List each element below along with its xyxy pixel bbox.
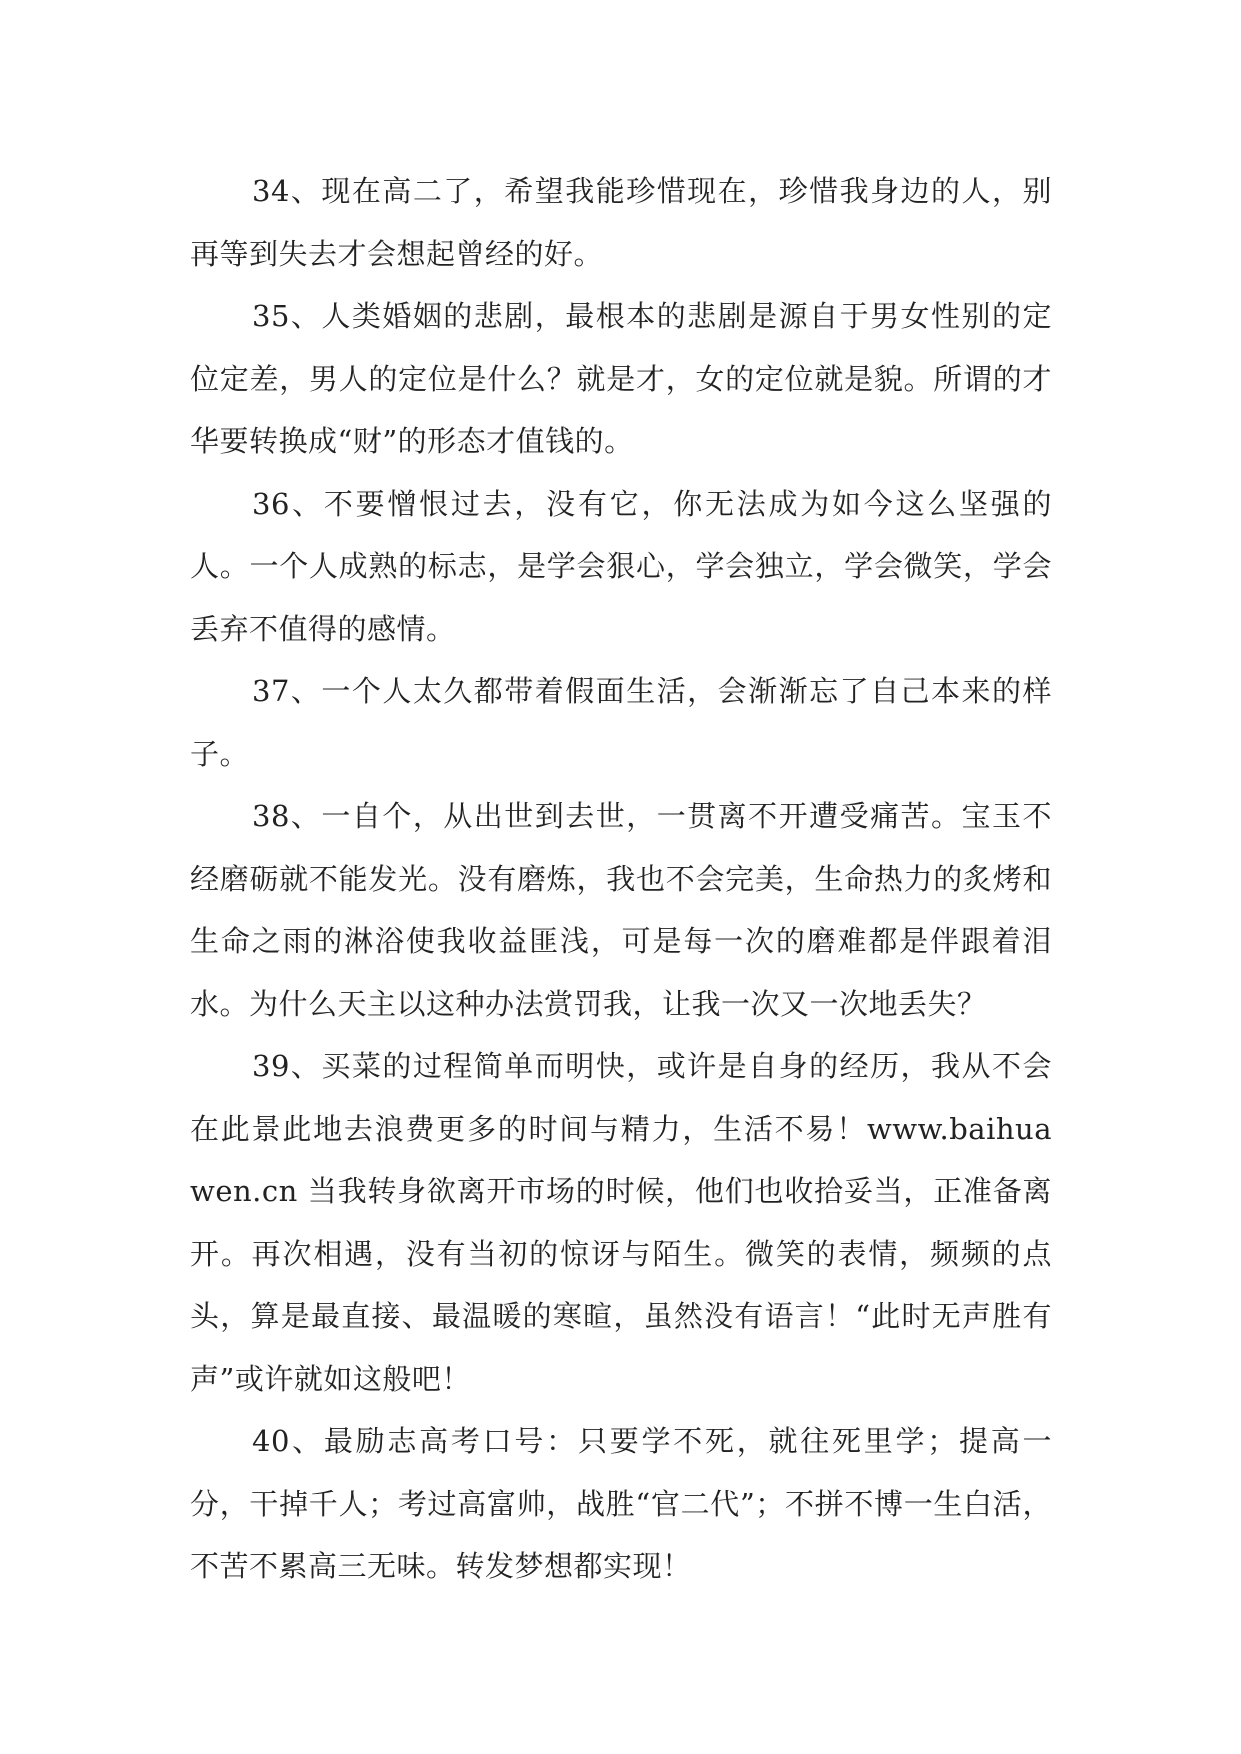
- paragraph-34: 34、现在高二了，希望我能珍惜现在，珍惜我身边的人，别再等到失去才会想起曾经的好。: [190, 174, 1052, 271]
- paragraph-35: 35、人类婚姻的悲剧，最根本的悲剧是源自于男女性别的定位定差，男人的定位是什么？就是才，女的定位就是貌。所谓的才华要转换成“财”的形态才值钱的。: [190, 299, 1052, 458]
- paragraph-40: 40、最励志高考口号：只要学不死，就往死里学；提高一分，干掉千人；考过高富帅，战胜“官二代”；不拼不博一生白活，不苦不累高三无味。转发梦想都实现！: [190, 1424, 1052, 1583]
- paragraph-37: 37、一个人太久都带着假面生活，会渐渐忘了自己本来的样子。: [190, 674, 1052, 771]
- document-page: [190, 160, 1082, 1598]
- paragraph-39: 39、买菜的过程简单而明快，或许是自身的经历，我从不会在此景此地去浪费更多的时间与精力，生活不易！www.baihua wen.cn 当我转身欲离开市场的时候，他们也收拾妥当，正准备离开。再次相遇，没有当初的惊讶与陌生。微笑的表情，频频的点头，算是最直接、最温暖的寒暄，虽然没有语言！“此时无声胜有声”或许就如这般吧！: [190, 1049, 1082, 1396]
- paragraph-38: 38、一自个，从出世到去世，一贯离不开遭受痛苦。宝玉不经磨砺就不能发光。没有磨炼，我也不会完美，生命热力的炙烤和生命之雨的淋浴使我收益匪浅，可是每一次的磨难都是伴跟着泪水。为什么天主以这种办法赏罚我，让我一次又一次地丢失？: [190, 799, 1052, 1021]
- paragraph-36: 36、不要憎恨过去，没有它，你无法成为如今这么坚强的人。一个人成熟的标志，是学会狠心，学会独立，学会微笑，学会丢弃不值得的感情。: [190, 486, 1052, 646]
